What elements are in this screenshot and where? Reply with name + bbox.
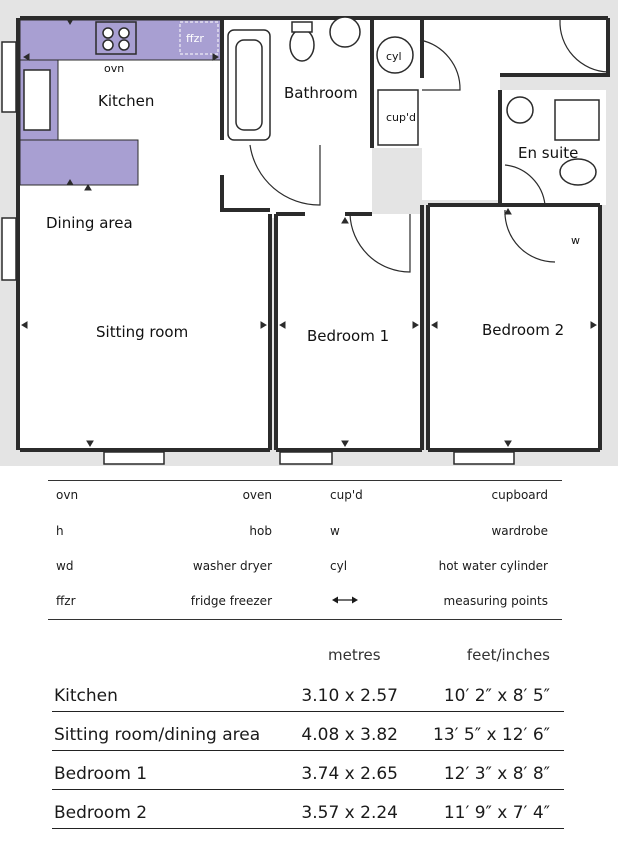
hob-icon — [96, 22, 136, 54]
legend-abbr: cyl — [330, 559, 348, 573]
double-arrow-icon — [330, 594, 360, 609]
window-dining — [2, 218, 16, 280]
window-bedroom2 — [454, 452, 514, 464]
legend-meaning: measuring points — [443, 594, 548, 608]
label-ensuite: En suite — [518, 144, 579, 162]
legend-meaning: fridge freezer — [190, 594, 272, 608]
metres-value: 3.10 x 2.57 — [301, 686, 398, 706]
basin-icon — [330, 17, 360, 47]
table-row — [48, 725, 568, 761]
feet-value: 11′ 9″ x 7′ 4″ — [443, 803, 550, 823]
label-cyl: cyl — [386, 50, 402, 63]
legend-row — [48, 524, 562, 544]
feet-value: 12′ 3″ x 8′ 8″ — [443, 764, 550, 784]
room-name: Bedroom 2 — [54, 803, 148, 823]
label-ovn: ovn — [104, 62, 125, 75]
legend-abbr: h — [56, 524, 64, 538]
label-dining: Dining area — [46, 214, 133, 232]
room-name: Kitchen — [54, 686, 118, 706]
window-bedroom1 — [280, 452, 332, 464]
label-bedroom1: Bedroom 1 — [307, 327, 390, 345]
room-name: Bedroom 1 — [54, 764, 148, 784]
feet-value: 10′ 2″ x 8′ 5″ — [443, 686, 550, 706]
metres-value: 3.57 x 2.24 — [301, 803, 398, 823]
legend-top-rule — [48, 480, 562, 481]
row-rule — [52, 828, 564, 829]
legend-abbr: ovn — [56, 488, 79, 502]
row-rule — [52, 711, 564, 712]
legend-meaning: hob — [249, 524, 272, 538]
room-fills — [20, 18, 608, 450]
label-w: w — [571, 234, 580, 247]
table-row — [48, 686, 568, 722]
breakfast-bar — [20, 140, 138, 185]
header-metres: metres — [328, 646, 381, 664]
window-kitchen — [2, 42, 16, 112]
label-ffzr: ffzr — [186, 32, 204, 45]
legend-abbr: w — [330, 524, 340, 538]
label-kitchen: Kitchen — [98, 92, 155, 110]
table-row — [48, 803, 568, 839]
ensuite-basin-icon — [507, 97, 533, 123]
legend-meaning: washer dryer — [192, 559, 272, 573]
legend-abbr: ffzr — [56, 594, 76, 608]
label-bedroom2: Bedroom 2 — [482, 321, 565, 339]
room-name: Sitting room/dining area — [54, 725, 261, 745]
metres-value: 4.08 x 3.82 — [301, 725, 398, 745]
legend-row — [48, 488, 562, 508]
legend-bottom-rule — [48, 619, 562, 620]
legend-row — [48, 594, 562, 614]
legend-abbr: wd — [56, 559, 74, 573]
legend-row — [48, 559, 562, 579]
row-rule — [52, 750, 564, 751]
feet-value: 13′ 5″ x 12′ 6″ — [433, 725, 550, 745]
sink-icon — [24, 70, 50, 130]
header-feet: feet/inches — [466, 646, 550, 664]
legend-meaning: cupboard — [491, 488, 548, 502]
label-bathroom: Bathroom — [284, 84, 358, 102]
row-rule — [52, 789, 564, 790]
legend-meaning: oven — [242, 488, 272, 502]
legend-meaning: wardrobe — [491, 524, 548, 538]
toilet-icon — [290, 29, 314, 61]
legend-abbr: cup'd — [330, 488, 363, 502]
label-sitting: Sitting room — [96, 323, 189, 341]
label-cupd: cup'd — [386, 111, 417, 124]
shower-tray — [555, 100, 599, 140]
table-row — [48, 764, 568, 800]
legend-meaning: hot water cylinder — [438, 559, 548, 573]
metres-value: 3.74 x 2.65 — [301, 764, 398, 784]
ensuite-toilet-icon — [560, 159, 596, 185]
window-sitting — [104, 452, 164, 464]
